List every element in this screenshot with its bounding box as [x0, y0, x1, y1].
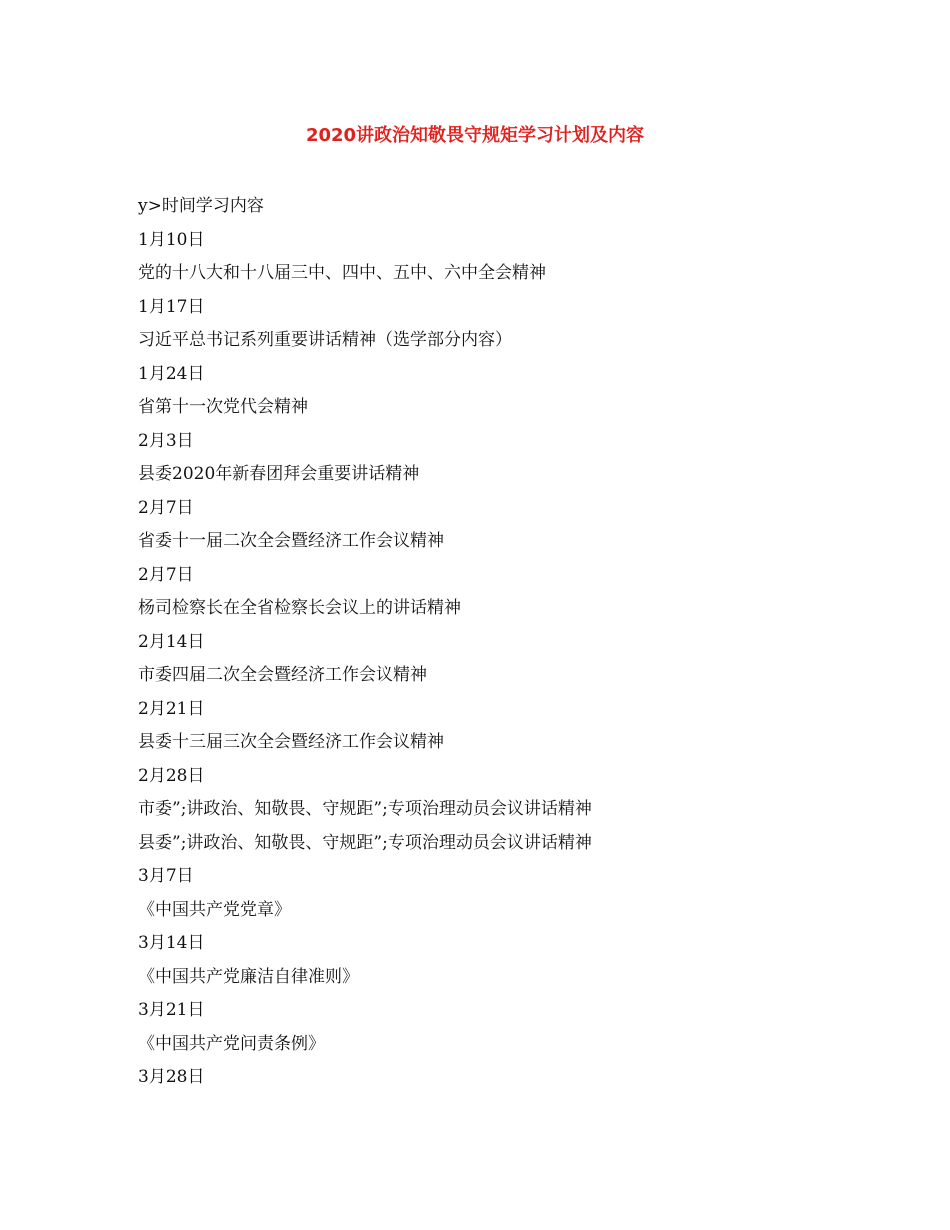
date-line: 1月17日 [138, 296, 205, 317]
date-line: 2月7日 [138, 497, 194, 518]
content-lines [138, 190, 858, 1095]
topic-line: 县委”;讲政治、知敬畏、守规距”;专项治理动员会议讲话精神 [138, 832, 592, 853]
date-line: 3月14日 [138, 933, 205, 953]
date-line: 2月3日 [138, 430, 194, 451]
date-line: 3月7日 [138, 866, 194, 886]
topic-line: 市委”;讲政治、知敬畏、守规距”;专项治理动员会议讲话精神 [138, 799, 592, 819]
document-title: 2020讲政治知敬畏守规矩学习计划及内容 [305, 125, 645, 146]
topic-line: 杨司检察长在全省检察长会议上的讲话精神 [138, 598, 461, 618]
topic-line: 党的十八大和十八届三中、四中、五中、六中全会精神 [138, 263, 546, 283]
date-line: 1月10日 [138, 229, 205, 250]
topic-line: 习近平总书记系列重要讲话精神（选学部分内容） [138, 330, 512, 350]
date-line: 2月14日 [138, 631, 205, 652]
date-line: 2月28日 [138, 765, 205, 786]
topic-line: 省委十一届二次全会暨经济工作会议精神 [138, 531, 444, 551]
topic-line: 《中国共产党问责条例》 [138, 1033, 325, 1054]
topic-line: 《中国共产党党章》 [138, 899, 291, 920]
topic-line: 县委十三届三次全会暨经济工作会议精神 [138, 732, 444, 752]
date-line: 2月21日 [138, 698, 205, 719]
topic-line: 县委2020年新春团拜会重要讲话精神 [138, 464, 420, 484]
topic-line: 《中国共产党廉洁自律准则》 [138, 966, 359, 987]
date-line: 1月24日 [138, 363, 205, 384]
topic-line: 市委四届二次全会暨经济工作会议精神 [138, 665, 427, 685]
date-line: 3月28日 [138, 1067, 205, 1087]
date-line: 3月21日 [138, 1000, 205, 1020]
date-line: 2月7日 [138, 564, 194, 585]
topic-line: 省第十一次党代会精神 [138, 397, 308, 417]
line-header: y>时间学习内容 [138, 196, 264, 216]
